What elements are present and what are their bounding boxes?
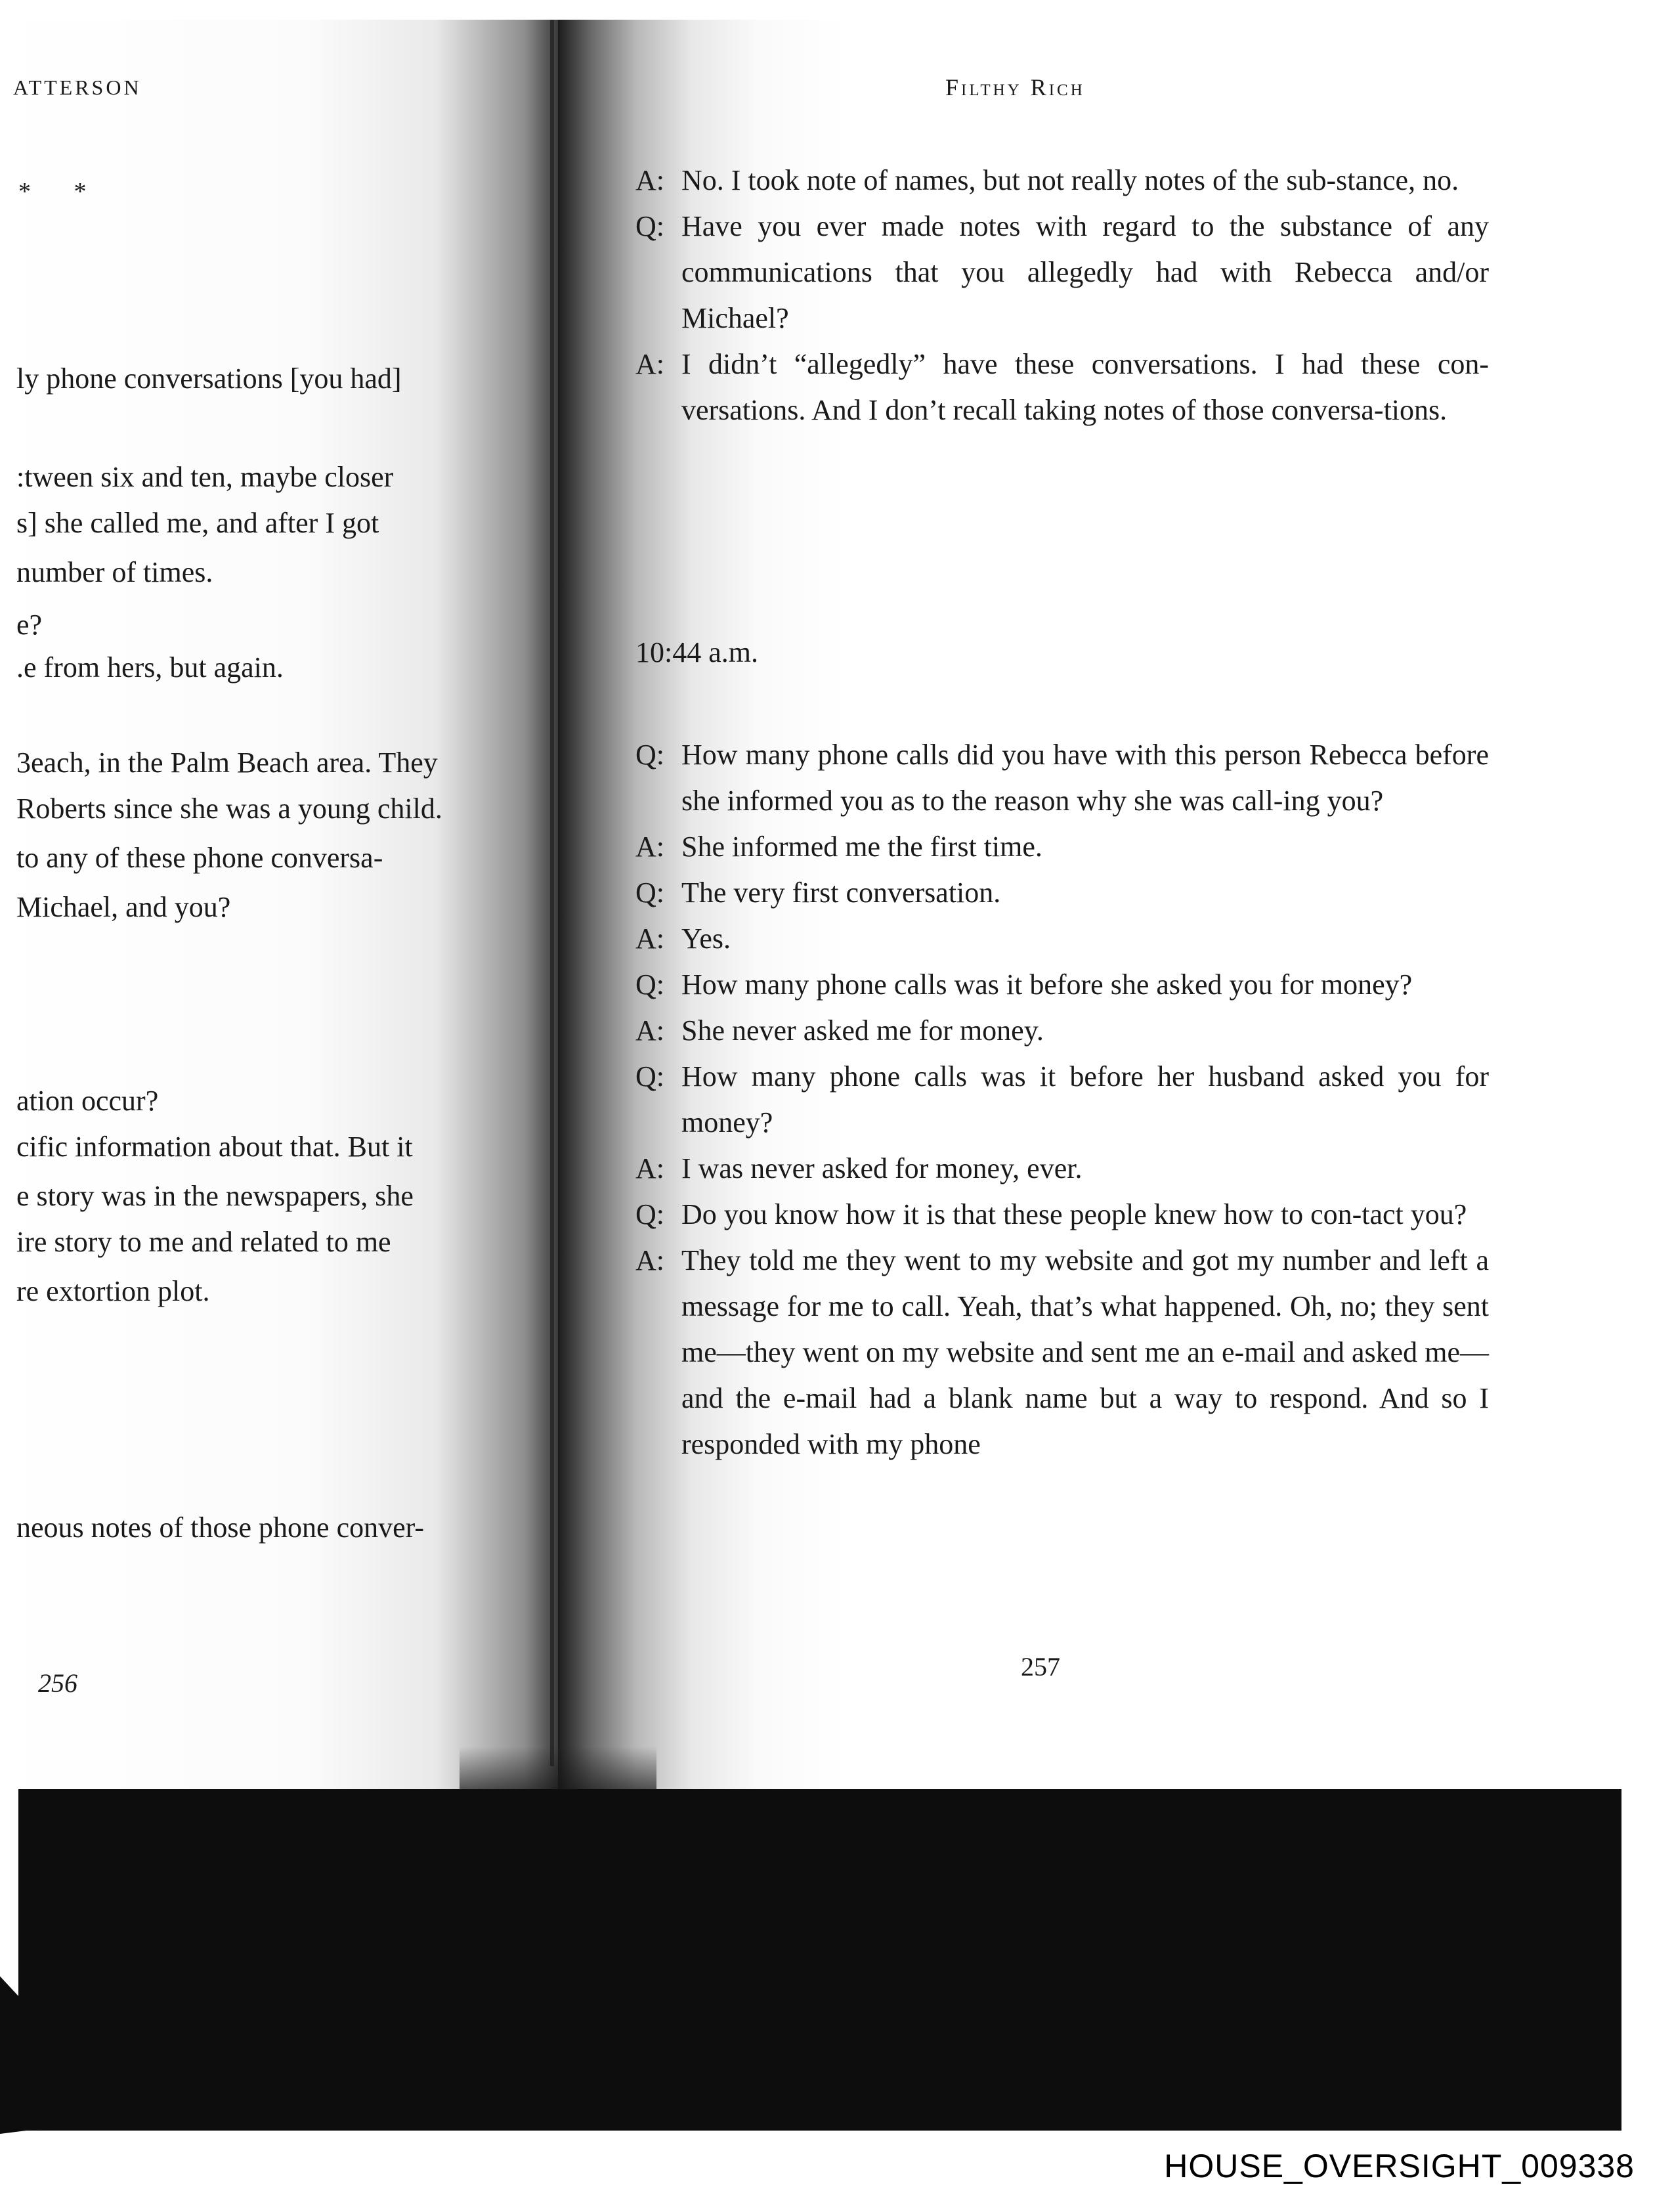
left-text-line: e?: [16, 609, 43, 641]
left-text-line: .e from hers, but again.: [16, 651, 284, 683]
transcript-entry: [635, 158, 1489, 204]
left-text-line: ly phone conversations [you had]: [16, 362, 402, 395]
entry-text: Do you know how it is that these people knew how to con-tact you?: [681, 1198, 1467, 1230]
transcript-block-2: [635, 732, 1489, 1467]
transcript-entry: [635, 916, 1489, 962]
transcript-entry: [635, 1008, 1489, 1054]
bates-number: HOUSE_OVERSIGHT_009338: [1164, 2148, 1635, 2184]
entry-text: She informed me the first time.: [681, 831, 1042, 863]
speaker-label: A:: [635, 1152, 664, 1184]
left-text-line: re extortion plot.: [16, 1275, 210, 1307]
right-page-number: 257: [1021, 1652, 1060, 1681]
left-text-line: Michael, and you?: [16, 891, 231, 923]
transcript-entry: [635, 1146, 1489, 1192]
page-corner-shadow: [0, 1976, 131, 2134]
section-break-asterisks: * *: [18, 178, 105, 206]
speaker-label: Q:: [635, 1198, 664, 1230]
speaker-label: Q:: [635, 210, 664, 242]
left-text-line: to any of these phone conversa-: [16, 842, 383, 874]
left-text-line: 3each, in the Palm Beach area. They: [16, 747, 438, 779]
entry-text: How many phone calls did you have with this person Rebecca before she informed you as to the reason why she was call-ing you?: [681, 739, 1489, 817]
speaker-label: Q:: [635, 1060, 664, 1093]
transcript-entry: [635, 870, 1489, 916]
left-text-line: ation occur?: [16, 1085, 159, 1117]
entry-text: I didn’t “allegedly” have these conversations. I had these con-versations. And I don’t recall taking notes of those conversa-tions.: [681, 348, 1489, 426]
transcript-block-1: [635, 158, 1489, 433]
speaker-label: A:: [635, 922, 664, 955]
transcript-entry: [635, 962, 1489, 1008]
transcript-entry: [635, 824, 1489, 870]
left-text-line: ire story to me and related to me: [16, 1226, 391, 1258]
speaker-label: A:: [635, 164, 664, 196]
left-text-line: s] she called me, and after I got: [16, 507, 379, 539]
speaker-label: A:: [635, 831, 664, 863]
entry-text: The very first conversation.: [681, 877, 1001, 909]
left-text-line: e story was in the newspapers, she: [16, 1180, 414, 1212]
left-page-number: 256: [38, 1668, 77, 1698]
left-text-line: Roberts since she was a young child.: [16, 792, 442, 825]
transcript-entry: [635, 1192, 1489, 1238]
book-gutter: [550, 20, 554, 1766]
time-stamp: 10:44 a.m.: [635, 636, 758, 668]
left-text-line: neous notes of those phone conver-: [16, 1511, 425, 1544]
entry-text: How many phone calls was it before she asked you for money?: [681, 968, 1413, 1001]
transcript-entry: [635, 1238, 1489, 1467]
transcript-entry: [635, 341, 1489, 433]
scanner-dark-region: [18, 1789, 1621, 2131]
entry-text: I was never asked for money, ever.: [681, 1152, 1083, 1184]
speaker-label: Q:: [635, 877, 664, 909]
entry-text: She never asked me for money.: [681, 1014, 1044, 1047]
right-running-head: Filthy Rich: [945, 74, 1085, 100]
entry-text: Yes.: [681, 922, 731, 955]
entry-text: Have you ever made notes with regard to the substance of any communications that you allegedly had with Rebecca and/or Michael?: [681, 210, 1489, 334]
left-text-line: number of times.: [16, 556, 213, 588]
entry-text: No. I took note of names, but not really notes of the sub-stance, no.: [681, 164, 1459, 196]
entry-text: They told me they went to my website and got my number and left a message for me to call. Yeah, that’s what happened. Oh, no; they sent me—they went on my website and sent me an e-mail and asked me—and the e-mail had a blank name but a way to respond. And so I responded with my phone: [681, 1244, 1489, 1460]
speaker-label: Q:: [635, 968, 664, 1001]
speaker-label: Q:: [635, 739, 664, 771]
transcript-entry: [635, 204, 1489, 341]
speaker-label: A:: [635, 1244, 664, 1276]
transcript-entry: [635, 1054, 1489, 1146]
left-running-head: ATTERSON: [13, 76, 142, 99]
entry-text: How many phone calls was it before her husband asked you for money?: [681, 1060, 1489, 1139]
transcript-entry: [635, 732, 1489, 824]
speaker-label: A:: [635, 348, 664, 380]
left-text-line: cific information about that. But it: [16, 1131, 413, 1163]
left-text-line: :tween six and ten, maybe closer: [16, 461, 394, 493]
speaker-label: A:: [635, 1014, 664, 1047]
